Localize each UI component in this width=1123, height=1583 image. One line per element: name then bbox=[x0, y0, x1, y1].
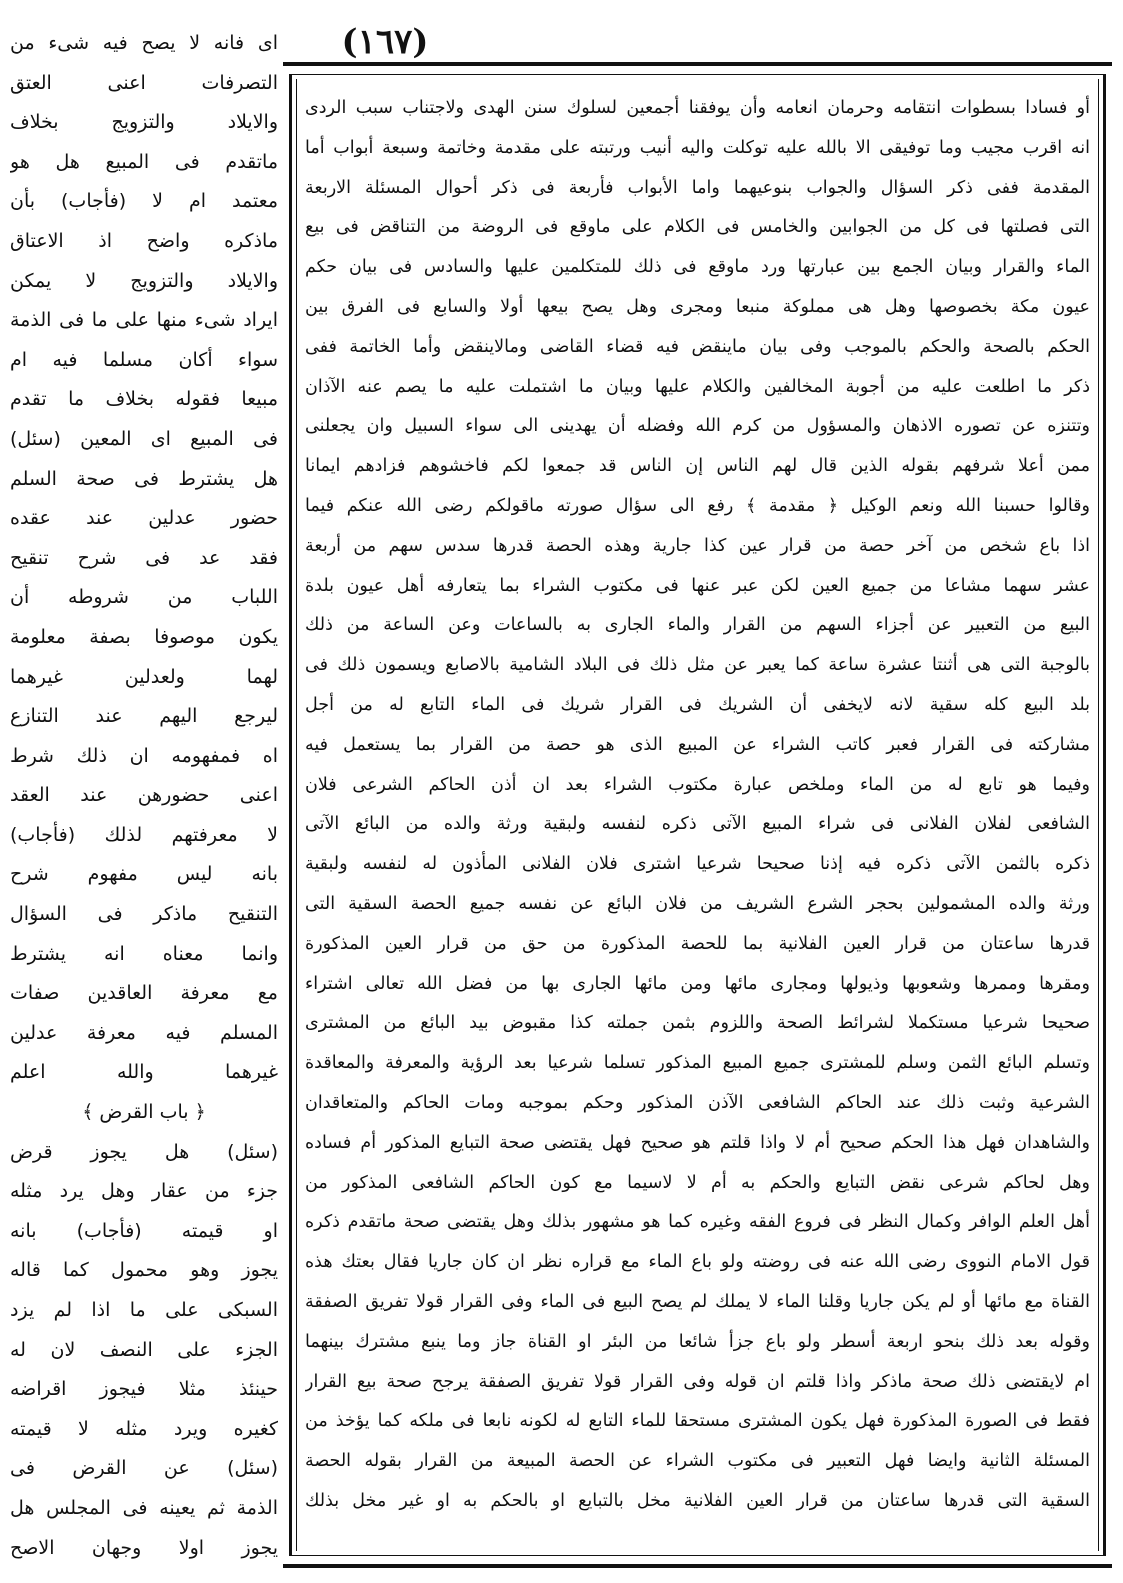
margin-line: الجزء على النصف لان له bbox=[10, 1338, 278, 1361]
text-line: وقوله بعد ذلك بنحو اربعة أسطر ولو باع جزأ شائعا من البئر او القناة جاز وما ينبع مشترك بينهما bbox=[305, 1331, 1090, 1352]
text-line: المسئلة الثانية وايضا فهل التعبير فى مكتوب الشراء عن الحصة المبيعة من القرار بقوله الحصة bbox=[305, 1451, 1090, 1472]
page-number: (١٦٧) bbox=[341, 22, 429, 62]
text-line: وفيما هو تابع له من الماء وملخص عبارة مكتوب الشراء بعد ان أذن الحاكم الشرعى فلان bbox=[305, 774, 1090, 795]
margin-line: المسلم فيه معرفة عدلين bbox=[10, 1021, 278, 1044]
text-line: ذكر ما اطلعت عليه من أجوبة المخالفين والكلام عليها وبيان ما اشتملت عليه ما يصم عنه الآذان bbox=[305, 376, 1090, 397]
text-line: قدرها ساعتان من قرار العين الفلانية بما للحصة المذكورة من حق من قرار العين المذكورة bbox=[305, 933, 1090, 954]
text-line: عيون مكة بخصوصها وهل هى مملوكة منبعا ومجرى وهل يصح بيعها أولا والسابع فى الفرق بين bbox=[305, 296, 1090, 317]
margin-commentary bbox=[10, 24, 278, 1568]
margin-line: معتمد ام لا (فأجاب) بأن bbox=[10, 190, 278, 213]
text-line: ممن أعلا شرفهم بقوله الذين قال لهم الناس إن الناس قد جمعوا لكم فاخشوهم فزادهم ايمانا bbox=[305, 456, 1090, 477]
text-line: ذكره بالثمن الآتى ذكره فيه إذنا صحيحا شرعيا اشترى فلان الفلانى المأذون له لنفسه ولبقية bbox=[305, 854, 1090, 875]
text-line: والشاهدان فهل هذا الحكم صحيح أم لا واذا قلتم هو صحيح فهل يقتضى صحة التبايع المذكور أم فساده bbox=[305, 1132, 1090, 1153]
margin-line: اللباب من شروطه أن bbox=[10, 586, 278, 609]
margin-line: وانما معناه انه يشترط bbox=[10, 942, 278, 965]
text-line: مشاركته فى القرار فعبر كاتب الشراء عن المبيع الذى هو حصة من القرار بما يستعمل فيه bbox=[305, 734, 1090, 755]
text-line: قول الامام النووى رضى الله عنه فى روضته ولو باع الماء مع قراره نظر ان كان جاريا فقال بعتك هذه bbox=[305, 1252, 1090, 1273]
margin-line: التنقيح ماذكر فى السؤال bbox=[10, 903, 278, 926]
margin-line: والايلاد والتزويج بخلاف bbox=[10, 111, 278, 134]
margin-line: ماذكره واضح اذ الاعتاق bbox=[10, 229, 278, 252]
margin-line: فى المبيع اى المعين (سئل) bbox=[10, 427, 278, 450]
margin-line: الذمة ثم يعينه فى المجلس هل bbox=[10, 1496, 278, 1519]
margin-line: السبكى على ما اذا لم يزد bbox=[10, 1299, 278, 1321]
margin-line: (سئل) عن القرض فى bbox=[10, 1457, 278, 1480]
text-line: بالوجبة التى هى أثنتا عشرة ساعة كما يعبر عن مثل ذلك فى البلاد الشامية بالاصابع ويسمون ذلك فى bbox=[305, 655, 1090, 676]
text-line: ورثة والده المشمولين بحجر الشرع الشريف من فلان البائع عن نفسه جميع الحصة السقية التى bbox=[305, 893, 1090, 914]
margin-line: يكون موصوفا بصفة معلومة bbox=[10, 625, 278, 648]
margin-line: سواء أكان مسلما فيه ام bbox=[10, 348, 278, 371]
text-line: الشرعية وثبت ذلك عند الحاكم الشافعى الآذن المذكور وحكم بموجبه ومات الحاكم والمتعاقدان bbox=[305, 1092, 1090, 1113]
text-line: وقالوا حسبنا الله ونعم الوكيل ﴿ مقدمة ﴾ رفع الى سؤال صورته ماقولكم رضى الله عنكم فيما bbox=[305, 495, 1090, 516]
margin-line: كغيره ويرد مثله لا قيمته bbox=[10, 1417, 278, 1440]
margin-line: والايلاد والتزويج لا يمكن bbox=[10, 269, 278, 292]
text-line: بلد البيع كله سقية لانه لايخفى أن الشريك فى القرار شريك فى الماء التابع له من أجل bbox=[305, 694, 1090, 715]
text-line: اذا باع شخص من آخر حصة من قرار عين كذا جارية وهذه الحصة قدرها سدس سهم من أربعة bbox=[305, 535, 1090, 556]
text-line: عشر سهما مشاعا من جميع العين لكن عبر عنها فى مكتوب الشراء بما يتعارفه أهل عيون بلدة bbox=[305, 575, 1090, 596]
margin-line: لا معرفتهم لذلك (فأجاب) bbox=[10, 823, 278, 846]
text-line: القناة مع مائها أو لم يكن جاريا وقلنا الماء لا يملك لم يصح البيع فى الماء وفى القرار قولا تفريق الصفقة bbox=[305, 1291, 1090, 1312]
margin-line: مبيعا فقوله بخلاف ما تقدم bbox=[10, 388, 278, 411]
margin-line: حينئذ مثلا فيجوز اقراضه bbox=[10, 1378, 278, 1401]
text-line: التى فصلتها فى كل من الجوابين والخامس فى الكلام على ماوقع فى الروضة من التناقض فى بيع bbox=[305, 217, 1090, 238]
text-line: وهل لحاكم شرعى نقض التبايع والحكم به أم لا لاسيما مع كون الحاكم الشافعى المذكور من bbox=[305, 1172, 1090, 1193]
text-line: انه اقرب مجيب وما توفيقى الا بالله عليه توكلت واليه أنيب ورتبته على مقدمة وخاتمة وسبعة أبواب أما bbox=[305, 137, 1090, 158]
margin-line: ماتقدم فى المبيع هل هو bbox=[10, 150, 278, 173]
margin-line: او قيمته (فأجاب) بانه bbox=[10, 1219, 278, 1242]
text-line: فقط فى الصورة المذكورة فهل يكون المشترى مستحقا للماء التابع له لكونه نابعا فى ملكه كما يؤخذ من bbox=[305, 1411, 1090, 1432]
margin-line: ايراد شىء منها على ما فى الذمة bbox=[10, 309, 278, 332]
margin-line: اه فمفهومه ان ذلك شرط bbox=[10, 744, 278, 767]
margin-line: حضور عدلين عند عقده bbox=[10, 507, 278, 530]
margin-line: مع معرفة العاقدين صفات bbox=[10, 982, 278, 1005]
margin-line: ليرجع اليهم عند التنازع bbox=[10, 705, 278, 728]
text-line: وتسلم البائع الثمن وسلم للمشترى جميع المبيع المذكور تسلما شرعيا بعد الرؤية والمعرفة والمعاقدة bbox=[305, 1053, 1090, 1074]
margin-line: لهما ولعدلين غيرهما bbox=[10, 665, 278, 688]
text-line: المقدمة ففى ذكر السؤال والجواب بنوعيهما واما الأبواب فأربعة فى ذكر أحوال المسئلة الاربعة bbox=[305, 177, 1090, 198]
text-line: أهل العلم الوافر وكمال النظر فى فروع الفقه وغيره كما هو مشهور بذلك وهل يقتضى صحة ماتقدم ذكره bbox=[305, 1212, 1090, 1233]
margin-line: ﴿ باب القرض ﴾ bbox=[82, 1101, 206, 1124]
text-line: أو فسادا بسطوات انتقامه وحرمان انعامه وأن يوفقنا أجمعين لسلوك سنن الهدى ولاجتناب سبب الردى bbox=[305, 98, 1090, 118]
margin-line: يجوز وهو محمول كما قاله bbox=[10, 1259, 278, 1282]
text-line: وتتنزه عن تصوره الاذهان والمسؤول من كرم الله وفضله أن يهدينى الى سواء السبيل وان يجعلنى bbox=[305, 416, 1090, 437]
frame-border bbox=[289, 74, 1106, 1556]
margin-line: يجوز اولا وجهان الاصح bbox=[10, 1536, 278, 1559]
margin-line: فقد عد فى شرح تنقيح bbox=[10, 546, 278, 569]
text-line: السقية التى قدرها ساعتان من قرار العين الفلانية مخل بالتبايع او بالحكم به او غير مخل بذلك bbox=[305, 1490, 1090, 1511]
text-line: البيع من التعبير عن أجزاء السهم من القرار والماء الجارى به بالساعات وعن الساعة من ذلك bbox=[305, 615, 1090, 636]
main-text-body bbox=[296, 79, 1099, 1551]
text-line: الحكم بالصحة والحكم بالموجب وفى بيان ماينقض فيه قضاء القاضى ومالاينقض وأما الخاتمة ففى bbox=[305, 336, 1090, 357]
margin-line: جزء من عقار وهل يرد مثله bbox=[10, 1180, 278, 1203]
margin-line: اعنى حضورهن عند العقد bbox=[10, 784, 278, 807]
main-text-frame bbox=[283, 62, 1112, 1568]
margin-line: بانه ليس مفهوم شرح bbox=[10, 863, 278, 886]
margin-line: (سئل) هل يجوز قرض bbox=[10, 1140, 278, 1163]
text-line: ومقرها وممرها وشعوبها وذيولها ومجارى مائها ومن مائها الجارى بها من فضل الله تعالى اشتراء bbox=[305, 973, 1090, 994]
margin-line: اى فانه لا يصح فيه شىء من bbox=[10, 32, 278, 54]
text-line: الماء والقرار وبيان الجمع بين عبارتها ورد ماوقع فى ذلك للمتكلمين عليها والسادس فى بيان حكم bbox=[305, 257, 1090, 278]
text-line: ام لايقتضى ذلك صحة ماذكر واذا قلتم ان قوله وفى القرار قولا تفريق الصفقة يرجح صحة بيع القرار bbox=[305, 1371, 1090, 1392]
text-line: الشافعى لفلان الفلانى فى شراء المبيع الآتى ذكره لنفسه ولبقية ورثة والده من البائع الآتى bbox=[305, 814, 1090, 835]
text-line: صحيحا شرعيا مستكملا لشرائط الصحة واللزوم بثمن جملته كذا مقبوض بيد البائع من المشترى bbox=[305, 1013, 1090, 1034]
margin-line: التصرفات اعنى العتق bbox=[10, 71, 278, 94]
margin-line: هل يشترط فى صحة السلم bbox=[10, 467, 278, 490]
margin-line: غيرهما والله اعلم bbox=[10, 1061, 278, 1084]
